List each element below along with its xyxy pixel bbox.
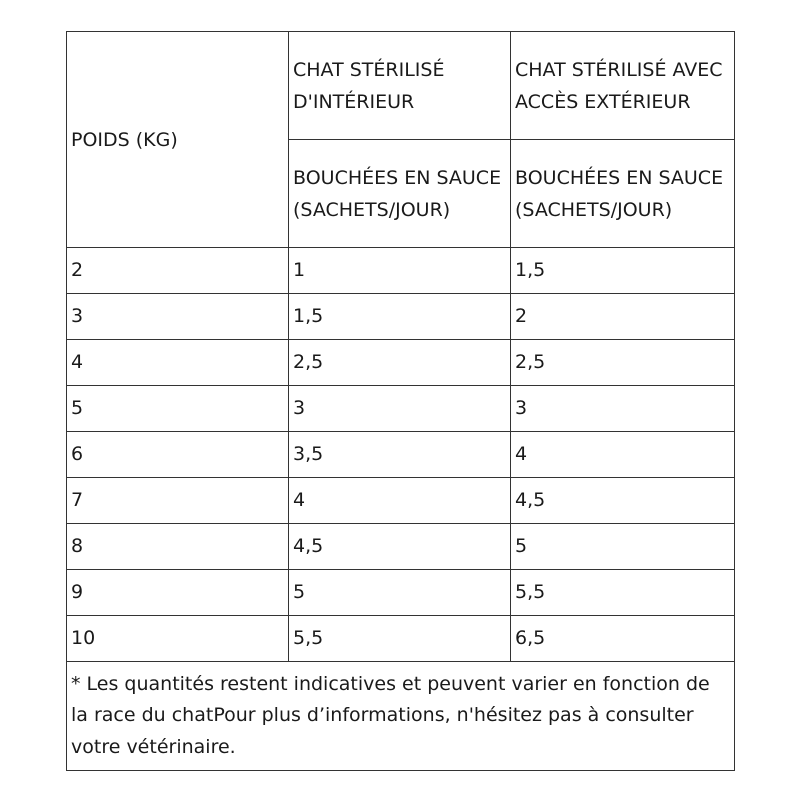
outdoor-cell: 6,5	[511, 616, 735, 662]
weight-cell: 2	[67, 248, 289, 294]
outdoor-cell: 1,5	[511, 248, 735, 294]
outdoor-cell: 5,5	[511, 570, 735, 616]
indoor-column-header	[289, 32, 511, 140]
indoor-cell: 4	[289, 478, 511, 524]
table-row	[67, 616, 735, 662]
table-row	[67, 386, 735, 432]
outdoor-cell: 5	[511, 524, 735, 570]
indoor-cell: 1	[289, 248, 511, 294]
indoor-subheader-label: BOUCHÉES EN SAUCE (SACHETS/JOUR)	[293, 167, 502, 221]
outdoor-cell: 2,5	[511, 340, 735, 386]
table-row	[67, 478, 735, 524]
indoor-header-label: CHAT STÉRILISÉ D'INTÉRIEUR	[293, 59, 445, 113]
outdoor-cell: 4,5	[511, 478, 735, 524]
outdoor-cell: 4	[511, 432, 735, 478]
footnote: * Les quantités restent indicatives et peuvent varier en fonction de la race du chatPour plus d’informations, n'hésitez pas à consulter votre vétérinaire.	[67, 662, 735, 771]
indoor-cell: 5	[289, 570, 511, 616]
indoor-cell: 2,5	[289, 340, 511, 386]
table-row	[67, 294, 735, 340]
table-row	[67, 570, 735, 616]
table-row	[67, 340, 735, 386]
outdoor-cell: 2	[511, 294, 735, 340]
indoor-cell: 4,5	[289, 524, 511, 570]
indoor-cell: 3,5	[289, 432, 511, 478]
footnote-row	[67, 662, 735, 771]
outdoor-column-header	[511, 32, 735, 140]
weight-cell: 10	[67, 616, 289, 662]
indoor-cell: 3	[289, 386, 511, 432]
outdoor-cell: 3	[511, 386, 735, 432]
table-row	[67, 524, 735, 570]
feeding-table	[66, 31, 735, 771]
outdoor-subheader	[511, 140, 735, 248]
weight-cell: 8	[67, 524, 289, 570]
weight-header-label: POIDS (KG)	[71, 128, 178, 151]
table-row	[67, 248, 735, 294]
weight-cell: 3	[67, 294, 289, 340]
outdoor-header-label: CHAT STÉRILISÉ AVEC ACCÈS EXTÉRIEUR	[515, 59, 723, 113]
weight-column-header	[67, 32, 289, 248]
weight-cell: 6	[67, 432, 289, 478]
weight-cell: 5	[67, 386, 289, 432]
indoor-cell: 1,5	[289, 294, 511, 340]
indoor-cell: 5,5	[289, 616, 511, 662]
table-row	[67, 432, 735, 478]
indoor-subheader	[289, 140, 511, 248]
outdoor-subheader-label: BOUCHÉES EN SAUCE (SACHETS/JOUR)	[515, 167, 724, 221]
weight-cell: 9	[67, 570, 289, 616]
weight-cell: 7	[67, 478, 289, 524]
weight-cell: 4	[67, 340, 289, 386]
header-row	[67, 32, 735, 140]
